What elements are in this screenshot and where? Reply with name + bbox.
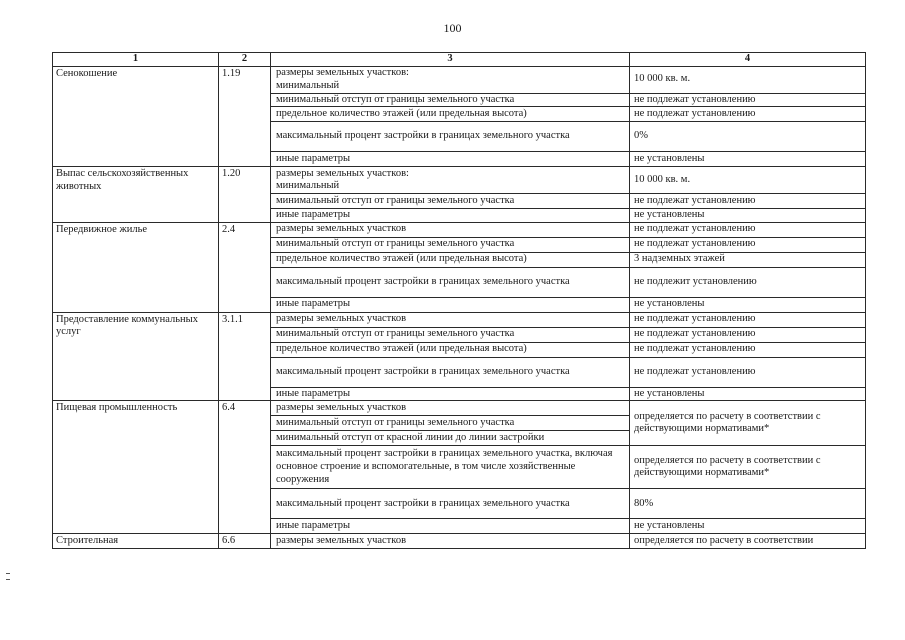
parameter-name: минимальный отступ от границы земельного участка (271, 327, 630, 342)
column-header: 3 (271, 53, 630, 67)
parameter-name: размеры земельных участков: минимальный (271, 167, 630, 194)
parameter-value: не подлежат установлению (630, 222, 866, 237)
parameter-name: предельное количество этажей (или предельная высота) (271, 342, 630, 357)
land-use-code: 2.4 (219, 222, 271, 312)
parameter-value: не подлежит установлению (630, 267, 866, 297)
parameter-value: не подлежат установлению (630, 327, 866, 342)
parameter-value: не подлежат установлению (630, 342, 866, 357)
parameter-name: размеры земельных участков (271, 312, 630, 327)
zoning-parameters-table (52, 52, 866, 549)
table-row (53, 401, 866, 416)
parameter-value: не установлены (630, 387, 866, 401)
parameter-name: максимальный процент застройки в границах земельного участка (271, 122, 630, 152)
parameter-value: не установлены (630, 297, 866, 312)
parameter-value: 80% (630, 489, 866, 519)
land-use-code: 6.4 (219, 401, 271, 534)
land-use-category: Строительная (53, 534, 219, 549)
table-row (53, 66, 866, 93)
parameter-name: иные параметры (271, 387, 630, 401)
parameter-name: максимальный процент застройки в границах земельного участка (271, 489, 630, 519)
column-header: 2 (219, 53, 271, 67)
land-use-category: Пищевая промышленность (53, 401, 219, 534)
parameter-value: не подлежат установлению (630, 93, 866, 107)
parameter-name: иные параметры (271, 152, 630, 167)
parameter-value: 10 000 кв. м. (630, 66, 866, 93)
land-use-category: Предоставление коммунальных услуг (53, 312, 219, 401)
margin-mark (6, 573, 10, 574)
table-row (53, 534, 866, 549)
page-number: 100 (443, 21, 462, 35)
parameter-name: иные параметры (271, 297, 630, 312)
table-row (53, 312, 866, 327)
table-row (53, 222, 866, 237)
parameter-name: иные параметры (271, 519, 630, 534)
parameter-value: не подлежат установлению (630, 107, 866, 122)
parameter-value: не подлежат установлению (630, 312, 866, 327)
column-header: 1 (53, 53, 219, 67)
parameter-name: размеры земельных участков (271, 222, 630, 237)
parameter-value: не подлежат установлению (630, 237, 866, 252)
table-body (53, 66, 866, 548)
land-use-category: Сенокошение (53, 66, 219, 167)
parameter-value: определяется по расчету в соответствии с действующими нормативами* (630, 446, 866, 489)
parameter-name: размеры земельных участков (271, 401, 630, 416)
parameter-value: 3 надземных этажей (630, 252, 866, 267)
parameter-value: определяется по расчету в соответствии с действующими нормативами* (630, 401, 866, 446)
column-header: 4 (630, 53, 866, 67)
land-use-code: 3.1.1 (219, 312, 271, 401)
land-use-code: 1.19 (219, 66, 271, 167)
parameter-value: не подлежат установлению (630, 194, 866, 209)
parameter-value: 0% (630, 122, 866, 152)
parameter-value: не установлены (630, 519, 866, 534)
parameter-value: 10 000 кв. м. (630, 167, 866, 194)
parameter-name: минимальный отступ от границы земельного участка (271, 194, 630, 209)
land-use-category: Передвижное жилье (53, 222, 219, 312)
parameter-value: определяется по расчету в соответствии (630, 534, 866, 549)
parameter-name: максимальный процент застройки в границах земельного участка, включая основное строение и вспомогательные, в том числе хозяйственные сооружения (271, 446, 630, 489)
parameter-name: размеры земельных участков (271, 534, 630, 549)
margin-mark (6, 579, 10, 580)
parameter-value: не подлежат установлению (630, 357, 866, 387)
parameter-name: предельное количество этажей (или предельная высота) (271, 107, 630, 122)
land-use-code: 6.6 (219, 534, 271, 549)
parameter-value: не установлены (630, 209, 866, 223)
land-use-code: 1.20 (219, 167, 271, 223)
parameter-name: предельное количество этажей (или предельная высота) (271, 252, 630, 267)
land-use-category: Выпас сельскохозяйственных животных (53, 167, 219, 223)
parameter-name: минимальный отступ от границы земельного участка (271, 237, 630, 252)
parameter-name: иные параметры (271, 209, 630, 223)
parameter-name: минимальный отступ от границы земельного участка (271, 93, 630, 107)
table-row (53, 167, 866, 194)
parameter-name: минимальный отступ от красной линии до линии застройки (271, 431, 630, 446)
parameter-name: размеры земельных участков: минимальный (271, 66, 630, 93)
parameter-name: максимальный процент застройки в границах земельного участка (271, 267, 630, 297)
parameter-value: не установлены (630, 152, 866, 167)
header-row (53, 53, 866, 67)
parameter-name: минимальный отступ от границы земельного участка (271, 416, 630, 431)
parameter-name: максимальный процент застройки в границах земельного участка (271, 357, 630, 387)
